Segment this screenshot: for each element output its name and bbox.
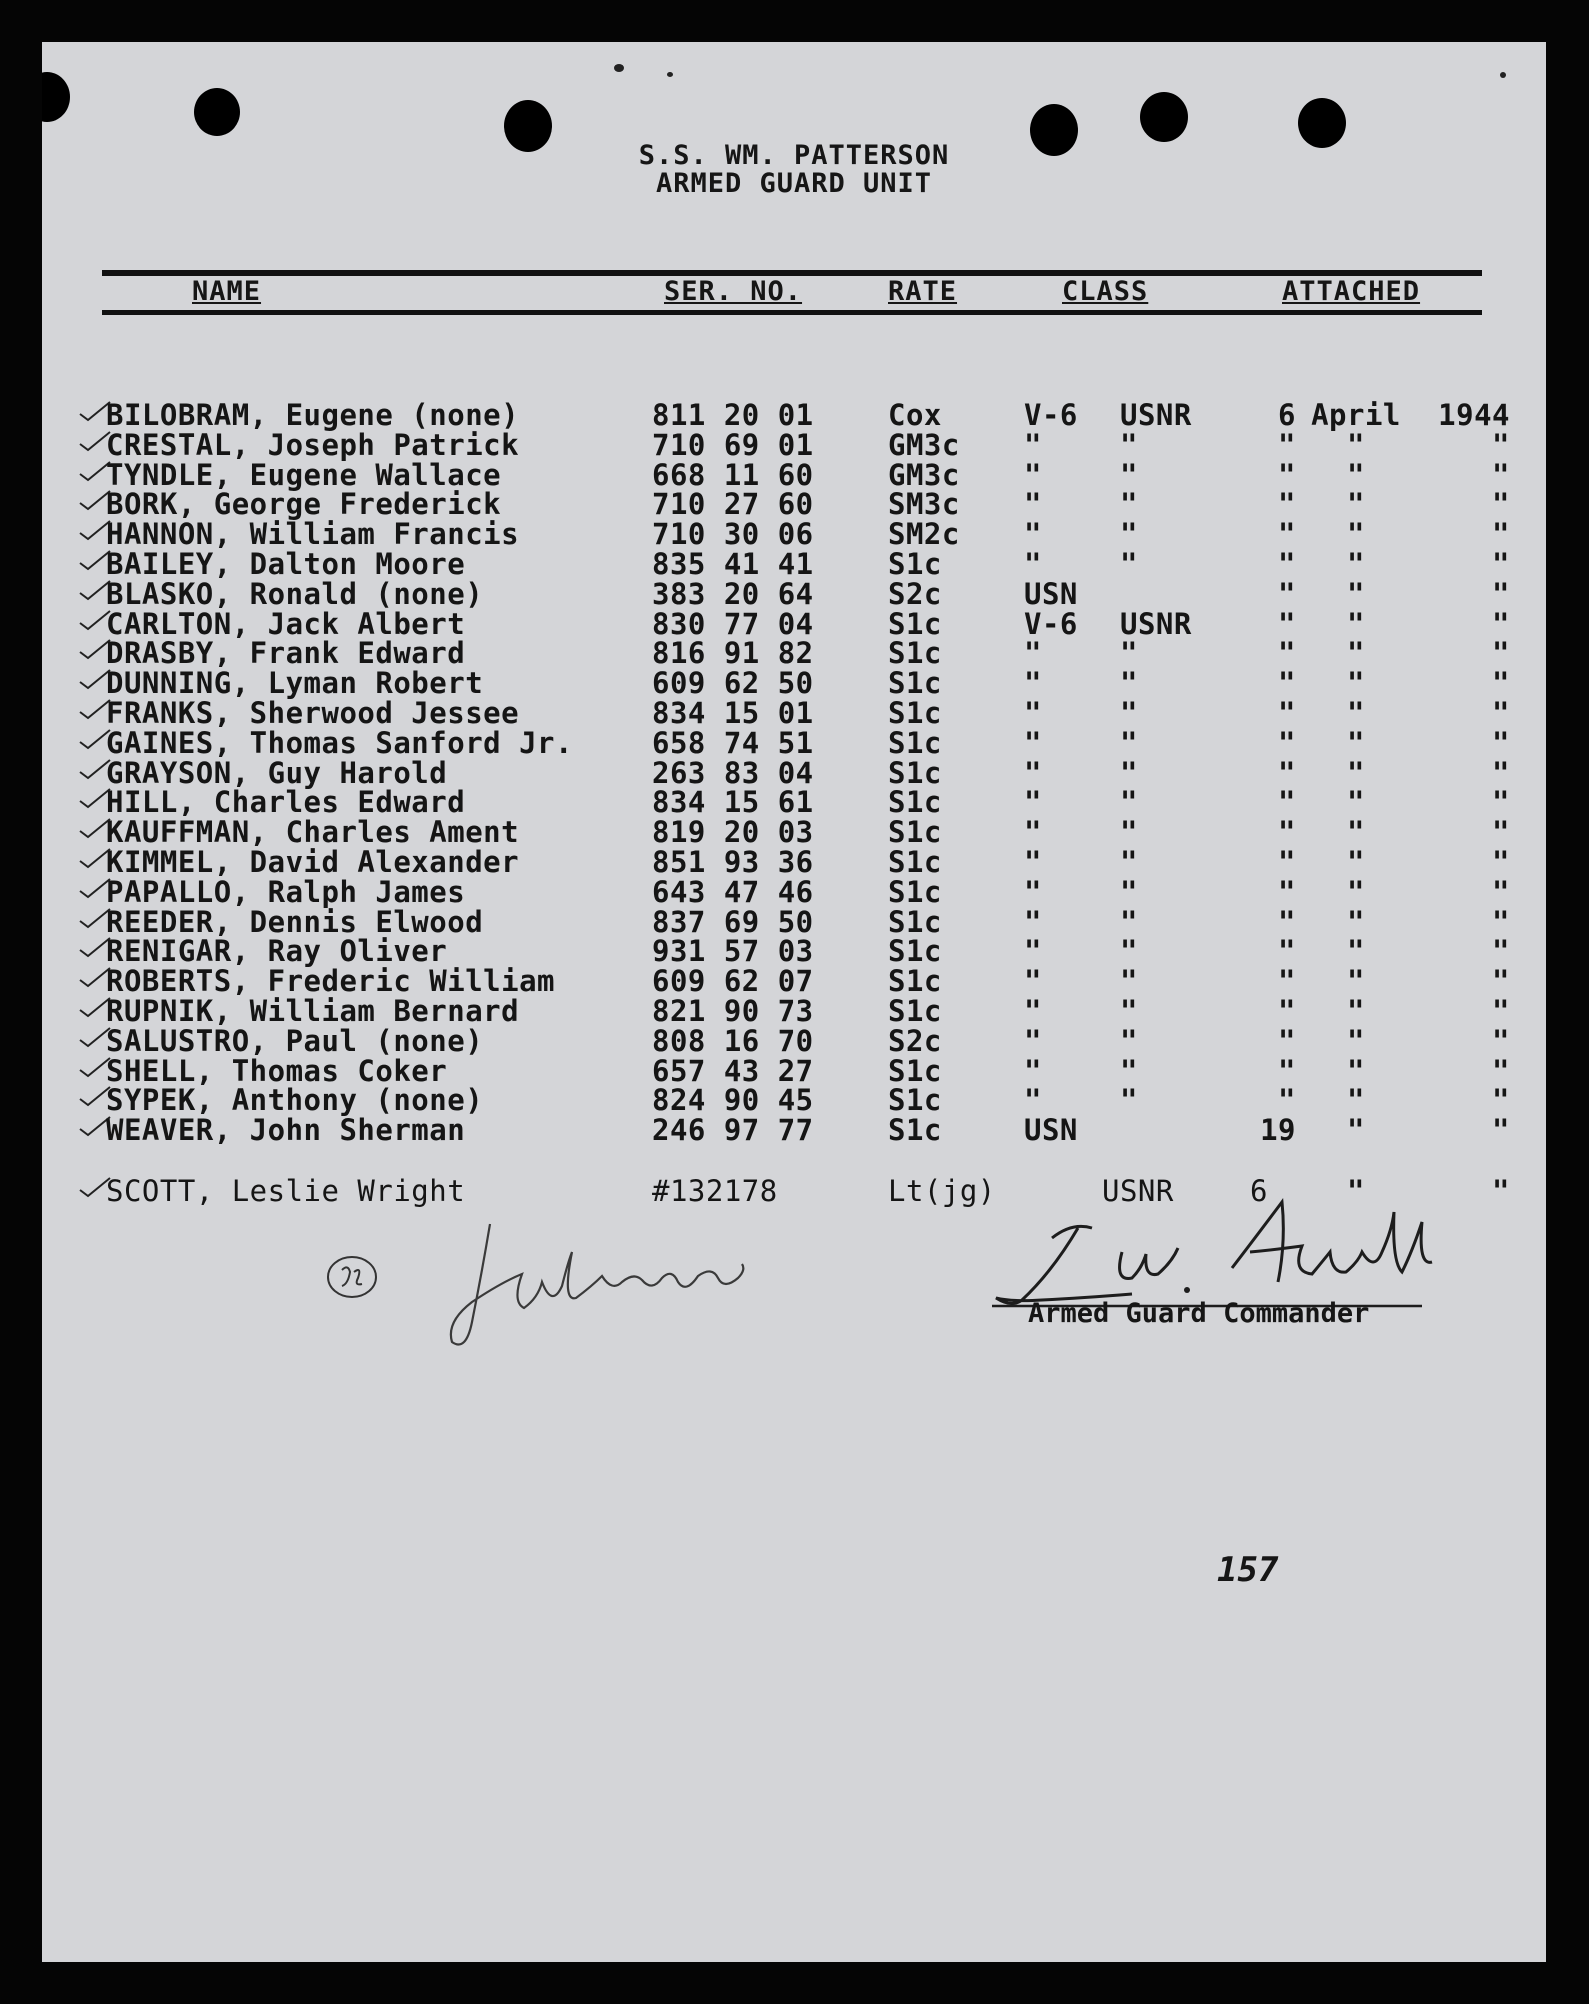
roster-attached-day: " [1278,547,1296,581]
roster-attached-year: " [1492,934,1510,968]
roster-ser-no: 710 27 60 [652,487,814,521]
roster-class-1: " [1024,428,1042,462]
punch-hole [194,88,240,136]
roster-row [42,726,1546,760]
roster-attached-month: " [1347,636,1365,670]
roster-attached-day: " [1278,905,1296,939]
roster-attached-day: 6 [1278,398,1296,432]
roster-rate: S1c [888,607,942,641]
roster-class-1: " [1024,666,1042,700]
roster-class-2: " [1120,905,1138,939]
column-header-rate: RATE [888,276,958,307]
roster-attached-month: " [1347,964,1365,998]
roster-class-2: " [1120,1024,1138,1058]
roster-attached-year: " [1492,696,1510,730]
roster-attached-month: " [1347,726,1365,760]
roster-attached-day: " [1278,607,1296,641]
roster-class-2: " [1120,875,1138,909]
roster-row [42,517,1546,551]
roster-ser-no: 835 41 41 [652,547,814,581]
roster-attached-month: " [1347,696,1365,730]
roster-attached-year: " [1492,547,1510,581]
roster-class-2: " [1120,547,1138,581]
roster-attached-month: " [1347,547,1365,581]
roster-attached-day: " [1278,517,1296,551]
roster-attached-day: " [1278,696,1296,730]
roster-class-2: " [1120,1083,1138,1117]
roster-attached-day: " [1278,726,1296,760]
roster-attached-month: " [1347,517,1365,551]
roster-attached-month: " [1347,1024,1365,1058]
roster-row [42,815,1546,849]
officer-ser-no: #132178 [652,1174,778,1208]
document-title-line2: ARMED GUARD UNIT [655,168,933,199]
roster-class-2: " [1120,487,1138,521]
roster-class-1: " [1024,696,1042,730]
roster-row [42,875,1546,909]
roster-attached-month: " [1347,815,1365,849]
roster-class-2: USNR [1120,607,1192,641]
punch-hole [1140,92,1188,142]
officer-class-2: USNR [1102,1174,1174,1208]
signature-title: Armed Guard Commander [1028,1298,1370,1329]
roster-attached-day: " [1278,487,1296,521]
roster-ser-no: 383 20 64 [652,577,814,611]
roster-ser-no: 609 62 07 [652,964,814,998]
roster-ser-no: 657 43 27 [652,1054,814,1088]
roster-ser-no: 821 90 73 [652,994,814,1028]
roster-attached-day: " [1278,1024,1296,1058]
roster-attached-month: " [1347,845,1365,879]
roster-attached-month: " [1347,875,1365,909]
roster-row [42,398,1546,432]
roster-name: WEAVER, John Sherman [106,1113,466,1147]
roster-class-1: " [1024,1024,1042,1058]
roster-row [42,934,1546,968]
roster-attached-month: " [1347,994,1365,1028]
roster-attached-month: " [1347,458,1365,492]
roster-ser-no: 834 15 01 [652,696,814,730]
roster-name: TYNDLE, Eugene Wallace [106,458,502,492]
column-header-name: NAME [192,276,262,307]
roster-attached-day: " [1278,428,1296,462]
officer-rate: Lt(jg) [888,1174,996,1208]
roster-attached-year: " [1492,636,1510,670]
roster-class-2: " [1120,994,1138,1028]
roster-attached-year: " [1492,815,1510,849]
roster-ser-no: 824 90 45 [652,1083,814,1117]
ink-speck [667,72,673,77]
roster-attached-day: " [1278,1083,1296,1117]
roster-row [42,964,1546,998]
roster-attached-day: " [1278,756,1296,790]
roster-ser-no: 643 47 46 [652,875,814,909]
roster-name: BLASKO, Ronald (none) [106,577,484,611]
roster-attached-year: " [1492,1054,1510,1088]
roster-ser-no: 931 57 03 [652,934,814,968]
header-rule-bottom [102,310,1482,315]
roster-ser-no: 710 30 06 [652,517,814,551]
roster-rate: S1c [888,905,942,939]
ink-speck [614,64,624,72]
roster-name: GAINES, Thomas Sanford Jr. [106,726,573,760]
roster-name: FRANKS, Sherwood Jessee [106,696,520,730]
roster-row [42,458,1546,492]
roster-class-1: " [1024,1083,1042,1117]
roster-rate: S2c [888,1024,942,1058]
roster-ser-no: 830 77 04 [652,607,814,641]
handwritten-initials [322,1252,382,1302]
roster-ser-no: 808 16 70 [652,1024,814,1058]
document-title-line1: S.S. WM. PATTERSON [638,140,950,171]
roster-attached-year: " [1492,428,1510,462]
roster-row [42,1083,1546,1117]
roster-ser-no: 658 74 51 [652,726,814,760]
roster-row [42,994,1546,1028]
roster-class-1: " [1024,1054,1042,1088]
officer-attached-day: 6 [1250,1174,1268,1208]
roster-attached-year: " [1492,487,1510,521]
roster-class-2: " [1120,964,1138,998]
roster-attached-year: " [1492,905,1510,939]
roster-row [42,636,1546,670]
roster-attached-day: " [1278,666,1296,700]
roster-ser-no: 851 93 36 [652,845,814,879]
roster-ser-no: 246 97 77 [652,1113,814,1147]
roster-rate: S1c [888,756,942,790]
roster-name: SALUSTRO, Paul (none) [106,1024,484,1058]
roster-rate: S1c [888,1083,942,1117]
roster-row [42,666,1546,700]
roster-name: HANNON, William Francis [106,517,520,551]
roster-class-2: " [1120,428,1138,462]
roster-attached-year: " [1492,994,1510,1028]
roster-class-2: USNR [1120,398,1192,432]
roster-attached-month: " [1347,785,1365,819]
roster-row [42,1024,1546,1058]
column-header-class: CLASS [1062,276,1149,307]
roster-row [42,428,1546,462]
roster-rate: S1c [888,845,942,879]
roster-rate: S1c [888,547,942,581]
roster-rate: S1c [888,964,942,998]
roster-name: PAPALLO, Ralph James [106,875,466,909]
roster-rate: S1c [888,785,942,819]
roster-class-1: " [1024,964,1042,998]
roster-class-2: " [1120,458,1138,492]
roster-attached-month: April [1311,398,1401,432]
roster-rate: SM2c [888,517,960,551]
roster-attached-year: " [1492,458,1510,492]
roster-row [42,1113,1546,1147]
roster-rate: S1c [888,1054,942,1088]
roster-name: KAUFFMAN, Charles Ament [106,815,520,849]
roster-rate: S1c [888,726,942,760]
roster-name: SHELL, Thomas Coker [106,1054,448,1088]
officer-name: SCOTT, Leslie Wright [106,1174,466,1208]
roster-attached-month: " [1347,607,1365,641]
document-page [42,42,1546,1962]
roster-name: BILOBRAM, Eugene (none) [106,398,520,432]
roster-attached-month: " [1347,577,1365,611]
roster-class-1: " [1024,756,1042,790]
roster-attached-day: " [1278,845,1296,879]
roster-name: DRASBY, Frank Edward [106,636,466,670]
roster-attached-year: " [1492,726,1510,760]
roster-attached-month: " [1347,428,1365,462]
roster-rate: S2c [888,577,942,611]
roster-class-2: " [1120,726,1138,760]
roster-class-2: " [1120,815,1138,849]
roster-attached-year: " [1492,875,1510,909]
officer-attached-year: " [1492,1174,1510,1208]
roster-ser-no: 263 83 04 [652,756,814,790]
roster-name: HILL, Charles Edward [106,785,466,819]
roster-ser-no: 834 15 61 [652,785,814,819]
roster-name: REEDER, Dennis Elwood [106,905,484,939]
roster-class-1: USN [1024,1113,1078,1147]
roster-name: BAILEY, Dalton Moore [106,547,466,581]
roster-class-1: " [1024,636,1042,670]
roster-attached-year: " [1492,1113,1510,1147]
roster-name: GRAYSON, Guy Harold [106,756,448,790]
roster-row [42,547,1546,581]
roster-name: DUNNING, Lyman Robert [106,666,484,700]
roster-name: CRESTAL, Joseph Patrick [106,428,520,462]
roster-class-2: " [1120,636,1138,670]
roster-ser-no: 668 11 60 [652,458,814,492]
roster-row [42,607,1546,641]
roster-attached-day: " [1278,964,1296,998]
roster-row [42,577,1546,611]
roster-attached-year: " [1492,666,1510,700]
roster-attached-year: 1944 [1438,398,1510,432]
roster-attached-day: " [1278,1054,1296,1088]
roster-class-1: " [1024,815,1042,849]
roster-rate: S1c [888,636,942,670]
roster-attached-year: " [1492,1024,1510,1058]
roster-attached-year: " [1492,756,1510,790]
roster-name: BORK, George Frederick [106,487,502,521]
roster-attached-day: " [1278,994,1296,1028]
ink-speck [1500,72,1506,78]
roster-attached-day: " [1278,934,1296,968]
roster-ser-no: 837 69 50 [652,905,814,939]
roster-row [42,1054,1546,1088]
roster-class-1: V-6 [1024,398,1078,432]
roster-ser-no: 819 20 03 [652,815,814,849]
roster-name: KIMMEL, David Alexander [106,845,520,879]
roster-rate: S1c [888,1113,942,1147]
page-number: 157 [1217,1550,1279,1590]
roster-rate: S1c [888,994,942,1028]
roster-class-2: " [1120,785,1138,819]
officer-attached-month: " [1347,1174,1365,1208]
roster-class-1: " [1024,875,1042,909]
roster-rate: GM3c [888,428,960,462]
roster-attached-year: " [1492,1083,1510,1117]
roster-attached-day: 19 [1260,1113,1296,1147]
roster-ser-no: 710 69 01 [652,428,814,462]
roster-class-1: " [1024,905,1042,939]
roster-row [42,905,1546,939]
roster-attached-day: " [1278,636,1296,670]
roster-name: SYPEK, Anthony (none) [106,1083,484,1117]
roster-class-2: " [1120,845,1138,879]
roster-row [42,696,1546,730]
roster-attached-day: " [1278,875,1296,909]
roster-class-1: USN [1024,577,1078,611]
roster-rate: S1c [888,815,942,849]
roster-class-1: " [1024,458,1042,492]
roster-row [42,756,1546,790]
roster-class-1: " [1024,487,1042,521]
roster-attached-month: " [1347,1054,1365,1088]
roster-ser-no: 811 20 01 [652,398,814,432]
roster-class-1: " [1024,726,1042,760]
column-header-attached: ATTACHED [1282,276,1421,307]
roster-class-2: " [1120,934,1138,968]
roster-name: RUPNIK, William Bernard [106,994,520,1028]
roster-attached-month: " [1347,1113,1365,1147]
roster-attached-day: " [1278,815,1296,849]
roster-rate: S1c [888,696,942,730]
roster-attached-month: " [1347,487,1365,521]
roster-class-2: " [1120,1054,1138,1088]
handwritten-note [442,1212,772,1362]
roster-attached-year: " [1492,607,1510,641]
roster-class-1: " [1024,994,1042,1028]
roster-class-2: " [1120,756,1138,790]
roster-class-1: " [1024,547,1042,581]
roster-row [42,487,1546,521]
roster-row [42,845,1546,879]
roster-attached-year: " [1492,964,1510,998]
roster-attached-month: " [1347,756,1365,790]
roster-attached-day: " [1278,577,1296,611]
roster-class-2: " [1120,517,1138,551]
roster-attached-year: " [1492,517,1510,551]
roster-class-1: " [1024,845,1042,879]
roster-class-1: V-6 [1024,607,1078,641]
roster-name: RENIGAR, Ray Oliver [106,934,448,968]
punch-hole [42,72,70,122]
roster-attached-month: " [1347,905,1365,939]
roster-attached-month: " [1347,934,1365,968]
roster-attached-month: " [1347,666,1365,700]
roster-rate: Cox [888,398,942,432]
roster-attached-month: " [1347,1083,1365,1117]
roster-rate: S1c [888,934,942,968]
column-header-ser-no: SER. NO. [664,276,803,307]
roster-rate: S1c [888,875,942,909]
roster-ser-no: 609 62 50 [652,666,814,700]
roster-name: ROBERTS, Frederic William [106,964,555,998]
roster-attached-year: " [1492,845,1510,879]
roster-attached-year: " [1492,577,1510,611]
roster-name: CARLTON, Jack Albert [106,607,466,641]
roster-attached-year: " [1492,785,1510,819]
roster-row [42,785,1546,819]
roster-rate: SM3c [888,487,960,521]
roster-class-2: " [1120,696,1138,730]
roster-rate: GM3c [888,458,960,492]
roster-class-2: " [1120,666,1138,700]
roster-rate: S1c [888,666,942,700]
roster-class-1: " [1024,934,1042,968]
roster-class-1: " [1024,785,1042,819]
roster-attached-day: " [1278,785,1296,819]
roster-ser-no: 816 91 82 [652,636,814,670]
roster-attached-day: " [1278,458,1296,492]
roster-class-1: " [1024,517,1042,551]
